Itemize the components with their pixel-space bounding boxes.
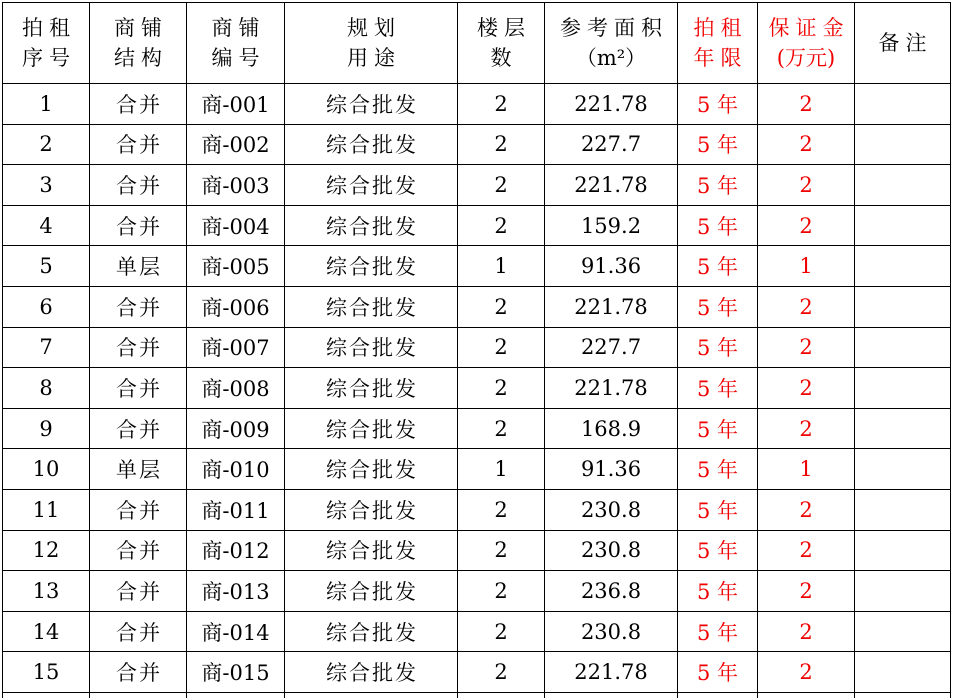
header-line2: 数 bbox=[490, 46, 518, 70]
cell-note bbox=[855, 530, 951, 571]
cell-term: 5 年 bbox=[678, 246, 758, 287]
column-header-floors bbox=[458, 3, 545, 84]
cell-deposit: 2 bbox=[758, 571, 855, 612]
cell-empty bbox=[678, 692, 758, 698]
table-body bbox=[3, 84, 951, 698]
cell-floors: 2 bbox=[458, 165, 545, 206]
cell-area: 91.36 bbox=[545, 246, 678, 287]
cell-structure: 合并 bbox=[90, 327, 187, 368]
cell-deposit: 2 bbox=[758, 84, 855, 125]
cell-deposit: 2 bbox=[758, 652, 855, 693]
cell-floors: 2 bbox=[458, 124, 545, 165]
cell-deposit: 2 bbox=[758, 124, 855, 165]
table-row bbox=[3, 327, 951, 368]
cell-floors: 2 bbox=[458, 652, 545, 693]
cell-note bbox=[855, 165, 951, 206]
cell-code: 商-008 bbox=[187, 368, 285, 409]
cell-note bbox=[855, 84, 951, 125]
cell-code: 商-004 bbox=[187, 205, 285, 246]
cell-use: 综合批发 bbox=[285, 408, 458, 449]
table-row bbox=[3, 408, 951, 449]
cell-term: 5 年 bbox=[678, 611, 758, 652]
cell-term: 5 年 bbox=[678, 286, 758, 327]
table-row-partial bbox=[3, 692, 951, 698]
header-line2: (万元) bbox=[776, 46, 836, 70]
header-line2: 编号 bbox=[211, 46, 266, 70]
cell-area: 230.8 bbox=[545, 489, 678, 530]
table-row bbox=[3, 246, 951, 287]
header-line2: （m²） bbox=[575, 46, 647, 70]
table-row bbox=[3, 489, 951, 530]
cell-term: 5 年 bbox=[678, 368, 758, 409]
cell-empty bbox=[458, 692, 545, 698]
cell-note bbox=[855, 205, 951, 246]
cell-area: 221.78 bbox=[545, 84, 678, 125]
cell-empty bbox=[90, 692, 187, 698]
cell-area: 221.78 bbox=[545, 368, 678, 409]
cell-floors: 2 bbox=[458, 286, 545, 327]
cell-floors: 1 bbox=[458, 449, 545, 490]
cell-area: 227.7 bbox=[545, 327, 678, 368]
cell-structure: 合并 bbox=[90, 530, 187, 571]
table-row bbox=[3, 286, 951, 327]
cell-use: 综合批发 bbox=[285, 571, 458, 612]
cell-deposit: 2 bbox=[758, 368, 855, 409]
cell-empty bbox=[545, 692, 678, 698]
column-header-structure bbox=[90, 3, 187, 84]
cell-seq: 10 bbox=[3, 449, 90, 490]
cell-use: 综合批发 bbox=[285, 368, 458, 409]
cell-use: 综合批发 bbox=[285, 124, 458, 165]
cell-note bbox=[855, 408, 951, 449]
cell-floors: 2 bbox=[458, 571, 545, 612]
cell-code: 商-011 bbox=[187, 489, 285, 530]
cell-seq: 12 bbox=[3, 530, 90, 571]
cell-seq: 15 bbox=[3, 652, 90, 693]
cell-seq: 8 bbox=[3, 368, 90, 409]
cell-term: 5 年 bbox=[678, 571, 758, 612]
cell-note bbox=[855, 368, 951, 409]
cell-deposit: 2 bbox=[758, 489, 855, 530]
cell-deposit: 1 bbox=[758, 246, 855, 287]
table-row bbox=[3, 124, 951, 165]
cell-floors: 2 bbox=[458, 84, 545, 125]
table-header-row bbox=[3, 3, 951, 84]
cell-structure: 合并 bbox=[90, 489, 187, 530]
cell-term: 5 年 bbox=[678, 530, 758, 571]
header-line1: 规划 bbox=[347, 15, 401, 40]
cell-structure: 合并 bbox=[90, 84, 187, 125]
cell-floors: 2 bbox=[458, 489, 545, 530]
cell-seq: 5 bbox=[3, 246, 90, 287]
cell-note bbox=[855, 449, 951, 490]
cell-area: 168.9 bbox=[545, 408, 678, 449]
cell-use: 综合批发 bbox=[285, 205, 458, 246]
cell-note bbox=[855, 489, 951, 530]
column-header-code bbox=[187, 3, 285, 84]
cell-deposit: 2 bbox=[758, 286, 855, 327]
cell-structure: 合并 bbox=[90, 205, 187, 246]
cell-area: 230.8 bbox=[545, 530, 678, 571]
cell-use: 综合批发 bbox=[285, 286, 458, 327]
cell-code: 商-013 bbox=[187, 571, 285, 612]
cell-term: 5 年 bbox=[678, 205, 758, 246]
column-header-deposit bbox=[758, 3, 855, 84]
cell-term: 5 年 bbox=[678, 327, 758, 368]
cell-code: 商-006 bbox=[187, 286, 285, 327]
cell-seq: 7 bbox=[3, 327, 90, 368]
cell-area: 159.2 bbox=[545, 205, 678, 246]
cell-area: 221.78 bbox=[545, 652, 678, 693]
table-row bbox=[3, 84, 951, 125]
column-header-area bbox=[545, 3, 678, 84]
cell-structure: 合并 bbox=[90, 571, 187, 612]
cell-empty bbox=[3, 692, 90, 698]
cell-term: 5 年 bbox=[678, 489, 758, 530]
cell-floors: 2 bbox=[458, 327, 545, 368]
table-row bbox=[3, 530, 951, 571]
cell-code: 商-009 bbox=[187, 408, 285, 449]
cell-use: 综合批发 bbox=[285, 652, 458, 693]
cell-structure: 合并 bbox=[90, 368, 187, 409]
cell-floors: 2 bbox=[458, 408, 545, 449]
column-header-note bbox=[855, 3, 951, 84]
cell-structure: 合并 bbox=[90, 611, 187, 652]
header-line1: 保证金 bbox=[768, 15, 850, 40]
cell-code: 商-001 bbox=[187, 84, 285, 125]
cell-code: 商-005 bbox=[187, 246, 285, 287]
table-row bbox=[3, 368, 951, 409]
header-line1: 拍租 bbox=[22, 15, 76, 40]
cell-area: 227.7 bbox=[545, 124, 678, 165]
cell-floors: 2 bbox=[458, 611, 545, 652]
cell-term: 5 年 bbox=[678, 165, 758, 206]
cell-code: 商-010 bbox=[187, 449, 285, 490]
cell-code: 商-007 bbox=[187, 327, 285, 368]
cell-deposit: 2 bbox=[758, 611, 855, 652]
cell-use: 综合批发 bbox=[285, 530, 458, 571]
cell-use: 综合批发 bbox=[285, 165, 458, 206]
cell-term: 5 年 bbox=[678, 449, 758, 490]
cell-empty bbox=[187, 692, 285, 698]
header-line2: 年限 bbox=[693, 46, 748, 70]
cell-seq: 1 bbox=[3, 84, 90, 125]
cell-area: 230.8 bbox=[545, 611, 678, 652]
cell-note bbox=[855, 327, 951, 368]
cell-empty bbox=[285, 692, 458, 698]
cell-floors: 2 bbox=[458, 530, 545, 571]
column-header-term bbox=[678, 3, 758, 84]
cell-structure: 合并 bbox=[90, 286, 187, 327]
header-line1: 商铺 bbox=[114, 15, 168, 40]
cell-deposit: 2 bbox=[758, 408, 855, 449]
cell-deposit: 1 bbox=[758, 449, 855, 490]
cell-structure: 单层 bbox=[90, 449, 187, 490]
cell-seq: 3 bbox=[3, 165, 90, 206]
cell-use: 综合批发 bbox=[285, 489, 458, 530]
header-line1: 备注 bbox=[878, 30, 933, 55]
cell-use: 综合批发 bbox=[285, 84, 458, 125]
header-line2: 结构 bbox=[114, 46, 168, 70]
cell-area: 221.78 bbox=[545, 286, 678, 327]
header-line1: 拍租 bbox=[693, 15, 748, 40]
cell-structure: 单层 bbox=[90, 246, 187, 287]
table-row bbox=[3, 165, 951, 206]
cell-floors: 2 bbox=[458, 368, 545, 409]
cell-area: 236.8 bbox=[545, 571, 678, 612]
table-row bbox=[3, 652, 951, 693]
cell-term: 5 年 bbox=[678, 124, 758, 165]
cell-structure: 合并 bbox=[90, 165, 187, 206]
cell-seq: 14 bbox=[3, 611, 90, 652]
header-line2: 序号 bbox=[22, 46, 76, 70]
cell-note bbox=[855, 652, 951, 693]
cell-deposit: 2 bbox=[758, 530, 855, 571]
cell-note bbox=[855, 246, 951, 287]
table-row bbox=[3, 611, 951, 652]
cell-seq: 2 bbox=[3, 124, 90, 165]
cell-term: 5 年 bbox=[678, 84, 758, 125]
cell-seq: 11 bbox=[3, 489, 90, 530]
cell-code: 商-012 bbox=[187, 530, 285, 571]
cell-seq: 4 bbox=[3, 205, 90, 246]
cell-floors: 1 bbox=[458, 246, 545, 287]
cell-term: 5 年 bbox=[678, 652, 758, 693]
cell-term: 5 年 bbox=[678, 408, 758, 449]
cell-note bbox=[855, 124, 951, 165]
cell-use: 综合批发 bbox=[285, 611, 458, 652]
cell-seq: 9 bbox=[3, 408, 90, 449]
header-line1: 楼层 bbox=[477, 15, 531, 40]
cell-structure: 合并 bbox=[90, 124, 187, 165]
shop-rental-table bbox=[2, 2, 951, 698]
cell-code: 商-015 bbox=[187, 652, 285, 693]
column-header-seq bbox=[3, 3, 90, 84]
cell-deposit: 2 bbox=[758, 165, 855, 206]
cell-note bbox=[855, 286, 951, 327]
cell-use: 综合批发 bbox=[285, 246, 458, 287]
column-header-use bbox=[285, 3, 458, 84]
cell-use: 综合批发 bbox=[285, 327, 458, 368]
header-line1: 参考面积 bbox=[560, 15, 668, 40]
cell-note bbox=[855, 611, 951, 652]
cell-empty bbox=[758, 692, 855, 698]
cell-seq: 6 bbox=[3, 286, 90, 327]
cell-seq: 13 bbox=[3, 571, 90, 612]
cell-empty bbox=[855, 692, 951, 698]
cell-area: 91.36 bbox=[545, 449, 678, 490]
table-row bbox=[3, 205, 951, 246]
header-line2: 用途 bbox=[347, 46, 401, 70]
cell-area: 221.78 bbox=[545, 165, 678, 206]
cell-structure: 合并 bbox=[90, 408, 187, 449]
cell-deposit: 2 bbox=[758, 327, 855, 368]
cell-code: 商-014 bbox=[187, 611, 285, 652]
cell-deposit: 2 bbox=[758, 205, 855, 246]
header-row bbox=[3, 3, 951, 84]
cell-floors: 2 bbox=[458, 205, 545, 246]
cell-note bbox=[855, 571, 951, 612]
cell-code: 商-003 bbox=[187, 165, 285, 206]
table-row bbox=[3, 571, 951, 612]
cell-code: 商-002 bbox=[187, 124, 285, 165]
table-row bbox=[3, 449, 951, 490]
cell-use: 综合批发 bbox=[285, 449, 458, 490]
header-line1: 商铺 bbox=[211, 15, 266, 40]
cell-structure: 合并 bbox=[90, 652, 187, 693]
